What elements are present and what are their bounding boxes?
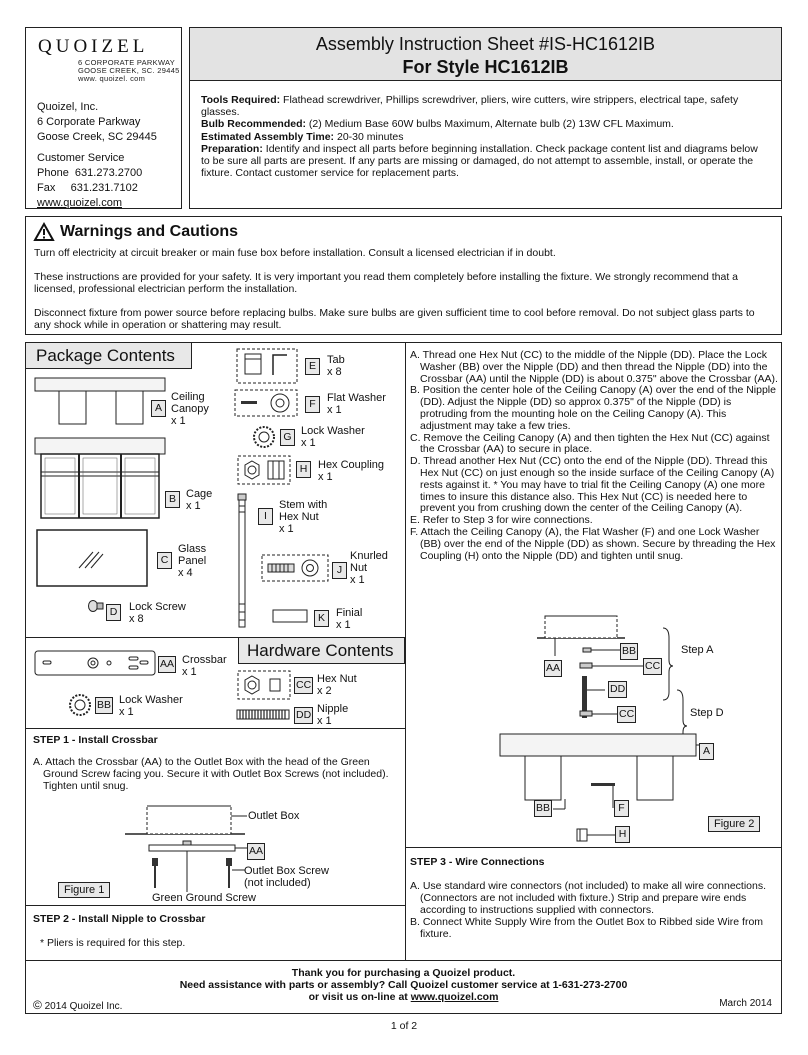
revision-date: March 2014 [719, 998, 772, 1009]
customer-service [37, 151, 142, 211]
step1-heading: STEP 1 - Install Crossbar [33, 734, 158, 746]
logo-addr-line: GOOSE CREEK, SC. 29445 [78, 66, 180, 75]
bulb-label: Bulb Recommended: [201, 118, 307, 131]
tab-drawing [237, 349, 299, 385]
step3-heading: STEP 3 - Wire Connections [410, 856, 545, 868]
footer-visit: or visit us on-line at [308, 991, 411, 1003]
ceiling-canopy-drawing [35, 378, 167, 440]
cs-fax: Fax 631.231.7102 [37, 182, 138, 194]
cs-phone: Phone 631.273.2700 [37, 167, 143, 179]
hex-nut-label: Hex Nut x 2 [317, 673, 357, 697]
tag-dd-fig2: DD [608, 681, 627, 698]
finial-drawing [273, 610, 309, 624]
tab-label: Tab x 8 [327, 354, 345, 378]
tag-a: A [151, 400, 166, 417]
cage-drawing [35, 438, 167, 520]
instruction-item: A. Thread one Hex Nut (CC) to the middle of the Nipple (DD). Place the Lock Washer (BB) over the Nipple (DD) and then thread the Nipple (DD) into the Crossbar (AA) until the Nipple (DD) is about 0.375" above the Crossbar (AA). [410, 349, 778, 385]
title-box [189, 27, 782, 209]
flat-washer-drawing [235, 390, 299, 418]
package-contents-title: Package Contents [25, 342, 192, 369]
lock-washer-bb-icon [68, 693, 92, 717]
lock-screw-icon [88, 600, 104, 616]
website-link[interactable]: www.quoizel.com [37, 197, 122, 209]
cage-label: Cage x 1 [186, 488, 213, 512]
requirements [201, 94, 766, 179]
green-ground-screw-label: Green Ground Screw [152, 892, 256, 904]
quoizel-logo: QUOIZEL [38, 36, 149, 57]
bulb-text: (2) Medium Base 60W bulbs Maximum, Alternate bulb (2) 13W CFL Maximum. [306, 118, 674, 131]
outlet-box-label: Outlet Box [248, 810, 300, 822]
glass-panel-drawing [37, 530, 149, 590]
time-text: 20-30 minutes [334, 130, 404, 143]
hex-coupling-drawing [238, 456, 292, 486]
company-street: 6 Corporate Parkway [37, 116, 141, 128]
tag-k: K [314, 610, 329, 627]
hex-coupling-label: Hex Coupling x 1 [318, 459, 385, 483]
tag-bb2-fig2: BB [534, 800, 552, 817]
ceiling-canopy-label: Ceiling Canopy x 1 [171, 391, 209, 427]
flat-washer-label: Flat Washer x 1 [327, 392, 386, 416]
section-divider [25, 905, 405, 906]
tag-f: F [305, 396, 320, 413]
warnings-title: Warnings and Cautions [60, 223, 239, 240]
warning-paragraph: Turn off electricity at circuit breaker or main fuse box before installation. Consult a licensed electrician if in doubt. [34, 247, 556, 259]
step-a-label: Step A [681, 644, 714, 656]
tag-b: B [165, 491, 180, 508]
logo-addr-line: www. quoizel. com [78, 74, 146, 83]
column-divider [405, 342, 406, 960]
lock-screw-label: Lock Screw x 8 [129, 601, 186, 625]
tag-cc-fig2: CC [643, 658, 662, 675]
logo-address [78, 59, 180, 83]
warnings-box [25, 216, 782, 335]
tag-i: I [258, 508, 273, 525]
crossbar-label: Crossbar x 1 [182, 654, 227, 678]
title-band [190, 28, 781, 81]
step2-heading: STEP 2 - Install Nipple to Crossbar [33, 913, 206, 925]
step2-note: * Pliers is required for this step. [40, 937, 186, 949]
tag-cc: CC [294, 677, 313, 694]
section-divider [25, 728, 405, 729]
page-number: 1 of 2 [390, 1020, 418, 1032]
step2-instructions [410, 350, 778, 562]
tag-aa: AA [158, 656, 176, 673]
step3-item-b: B. Connect White Supply Wire from the Outlet Box to Ribbed side Wire from fixture. [410, 916, 764, 940]
glass-panel-label: Glass Panel x 4 [178, 543, 207, 579]
time-label: Estimated Assembly Time: [201, 130, 335, 143]
tag-bb: BB [95, 697, 113, 714]
tag-h-fig2: H [615, 826, 630, 843]
hardware-contents-title: Hardware Contents [238, 637, 405, 664]
warning-triangle-icon [34, 223, 54, 241]
section-divider [405, 847, 782, 848]
tag-h: H [296, 461, 311, 478]
tag-aa-fig1: AA [247, 843, 265, 860]
section-divider [25, 960, 782, 961]
tag-d: D [106, 604, 121, 621]
instruction-item: B. Position the center hole of the Ceiling Canopy (A) over the end of the Nipple (DD). Adjust the Nipple (DD) so approx 0.375" of the Nipple (DD) is protruding from the mounting hole on the Ceiling Canopy (A). This adjustment may take a few tries. [410, 384, 776, 432]
company-info-box [25, 27, 182, 209]
crossbar-drawing [35, 651, 157, 677]
tag-c: C [157, 552, 172, 569]
footer-thanks: Thank you for purchasing a Quoizel product. [291, 967, 516, 979]
tag-bb-fig2: BB [620, 643, 638, 660]
company-name: Quoizel, Inc. [37, 101, 99, 113]
figure-2-label: Figure 2 [708, 816, 760, 832]
lock-washer-bb-label: Lock Washer x 1 [119, 694, 183, 718]
instruction-item: D. Thread another Hex Nut (CC) onto the end of the Nipple (DD). Thread this Hex Nut (CC) on just enough so the inside surface of the Ceiling Canopy (A) rests against it. * You may have to trial fit the Ceiling Canopy (A) one more times to insure this distance also. This Hex Nut (CC) is needed here to prevent you from crushing down the center of the Ceiling Canopy (A). [410, 455, 775, 515]
nipple-drawing [237, 709, 291, 721]
tag-f-fig2: F [614, 800, 629, 817]
outlet-box-screw-label: Outlet Box Screw (not included) [244, 865, 329, 889]
lock-washer-icon [252, 425, 276, 449]
step-d-label: Step D [690, 707, 724, 719]
stem-label: Stem with Hex Nut x 1 [279, 499, 328, 535]
tools-label: Tools Required: [201, 94, 281, 106]
tag-e: E [305, 358, 320, 375]
tag-aa-fig2: AA [544, 660, 562, 677]
tag-a-fig2: A [699, 743, 714, 760]
step3-text [410, 880, 778, 940]
tag-cc2-fig2: CC [617, 706, 636, 723]
sheet-title: Assembly Instruction Sheet #IS-HC1612IB [315, 34, 656, 54]
warning-paragraph: Disconnect fixture from power source before replacing bulbs. Make sure bulbs are given sufficient time to cool before removal. Do not subject glass parts to any shock while in operation or shattering may result. [34, 307, 755, 331]
copyright-text: 2014 Quoizel Inc. [44, 1001, 123, 1012]
copyright [33, 998, 122, 1012]
knurled-nut-drawing [262, 555, 330, 583]
tag-dd: DD [294, 707, 313, 724]
logo-addr-line: 6 CORPORATE PARKWAY [78, 58, 176, 67]
copyright-icon: © [33, 998, 42, 1012]
prep-label: Preparation: [201, 142, 263, 155]
lock-washer-label: Lock Washer x 1 [301, 425, 365, 449]
instruction-item: E. Refer to Step 3 for wire connections. [410, 514, 593, 527]
cs-label: Customer Service [37, 152, 125, 164]
tag-j: J [332, 562, 347, 579]
step3-item-a: A. Use standard wire connectors (not included) to make all wire connections. (Connectors are not included with fixture.) Strip and prepare wire ends according to instructions supplied with connectors. [410, 880, 767, 916]
footer-message [25, 967, 782, 1003]
tools-text: Flathead screwdriver, Phillips screwdriver, pliers, wire cutters, wire strippers, electrical tape, safety glasses. [201, 94, 739, 119]
figure-1-label: Figure 1 [58, 882, 110, 898]
knurled-nut-label: Knurled Nut x 1 [350, 550, 388, 586]
footer-assist: Need assistance with parts or assembly? Call Quoizel customer service at 1-631-273-2700 [179, 979, 628, 991]
style-title: For Style HC1612IB [402, 57, 569, 77]
tag-g: G [280, 429, 295, 446]
company-city: Goose Creek, SC 29445 [37, 131, 157, 143]
hex-nut-drawing [238, 671, 292, 701]
warning-paragraph: These instructions are provided for your safety. It is very important you read them completely before installing the fixture. We strongly recommend that a licensed, professional electrician perform the installation. [34, 271, 739, 295]
warnings-heading [34, 223, 238, 241]
nipple-label: Nipple x 1 [317, 703, 349, 727]
footer-website-link[interactable]: www.quoizel.com [410, 991, 499, 1003]
prep-text: Identify and inspect all parts before beginning installation. Check package content list and diagrams below to be sure all parts are present. If any parts are missing or damaged, do not attempt to assemble, install, or operate the fixture. Contact customer service for replacement parts. [201, 142, 758, 180]
instruction-item: C. Remove the Ceiling Canopy (A) and then tighten the Hex Nut (CC) against the Crossbar (AA) to secure in place. [410, 431, 770, 456]
instruction-item: F. Attach the Ceiling Canopy (A), the Flat Washer (F) and one Lock Washer (BB) over the end of the Nipple (DD) as shown. Secure by threading the Hex Coupling (H) onto the Nipple (DD) and tighten until snug. [410, 525, 776, 562]
stem-drawing [236, 494, 248, 629]
company-address [37, 100, 157, 145]
step1-text: A. Attach the Crossbar (AA) to the Outlet Box with the head of the Green Ground Screw facing you. Secure it with Outlet Box Screws (not included). Tighten until snug. [33, 756, 389, 792]
finial-label: Finial x 1 [336, 607, 363, 631]
